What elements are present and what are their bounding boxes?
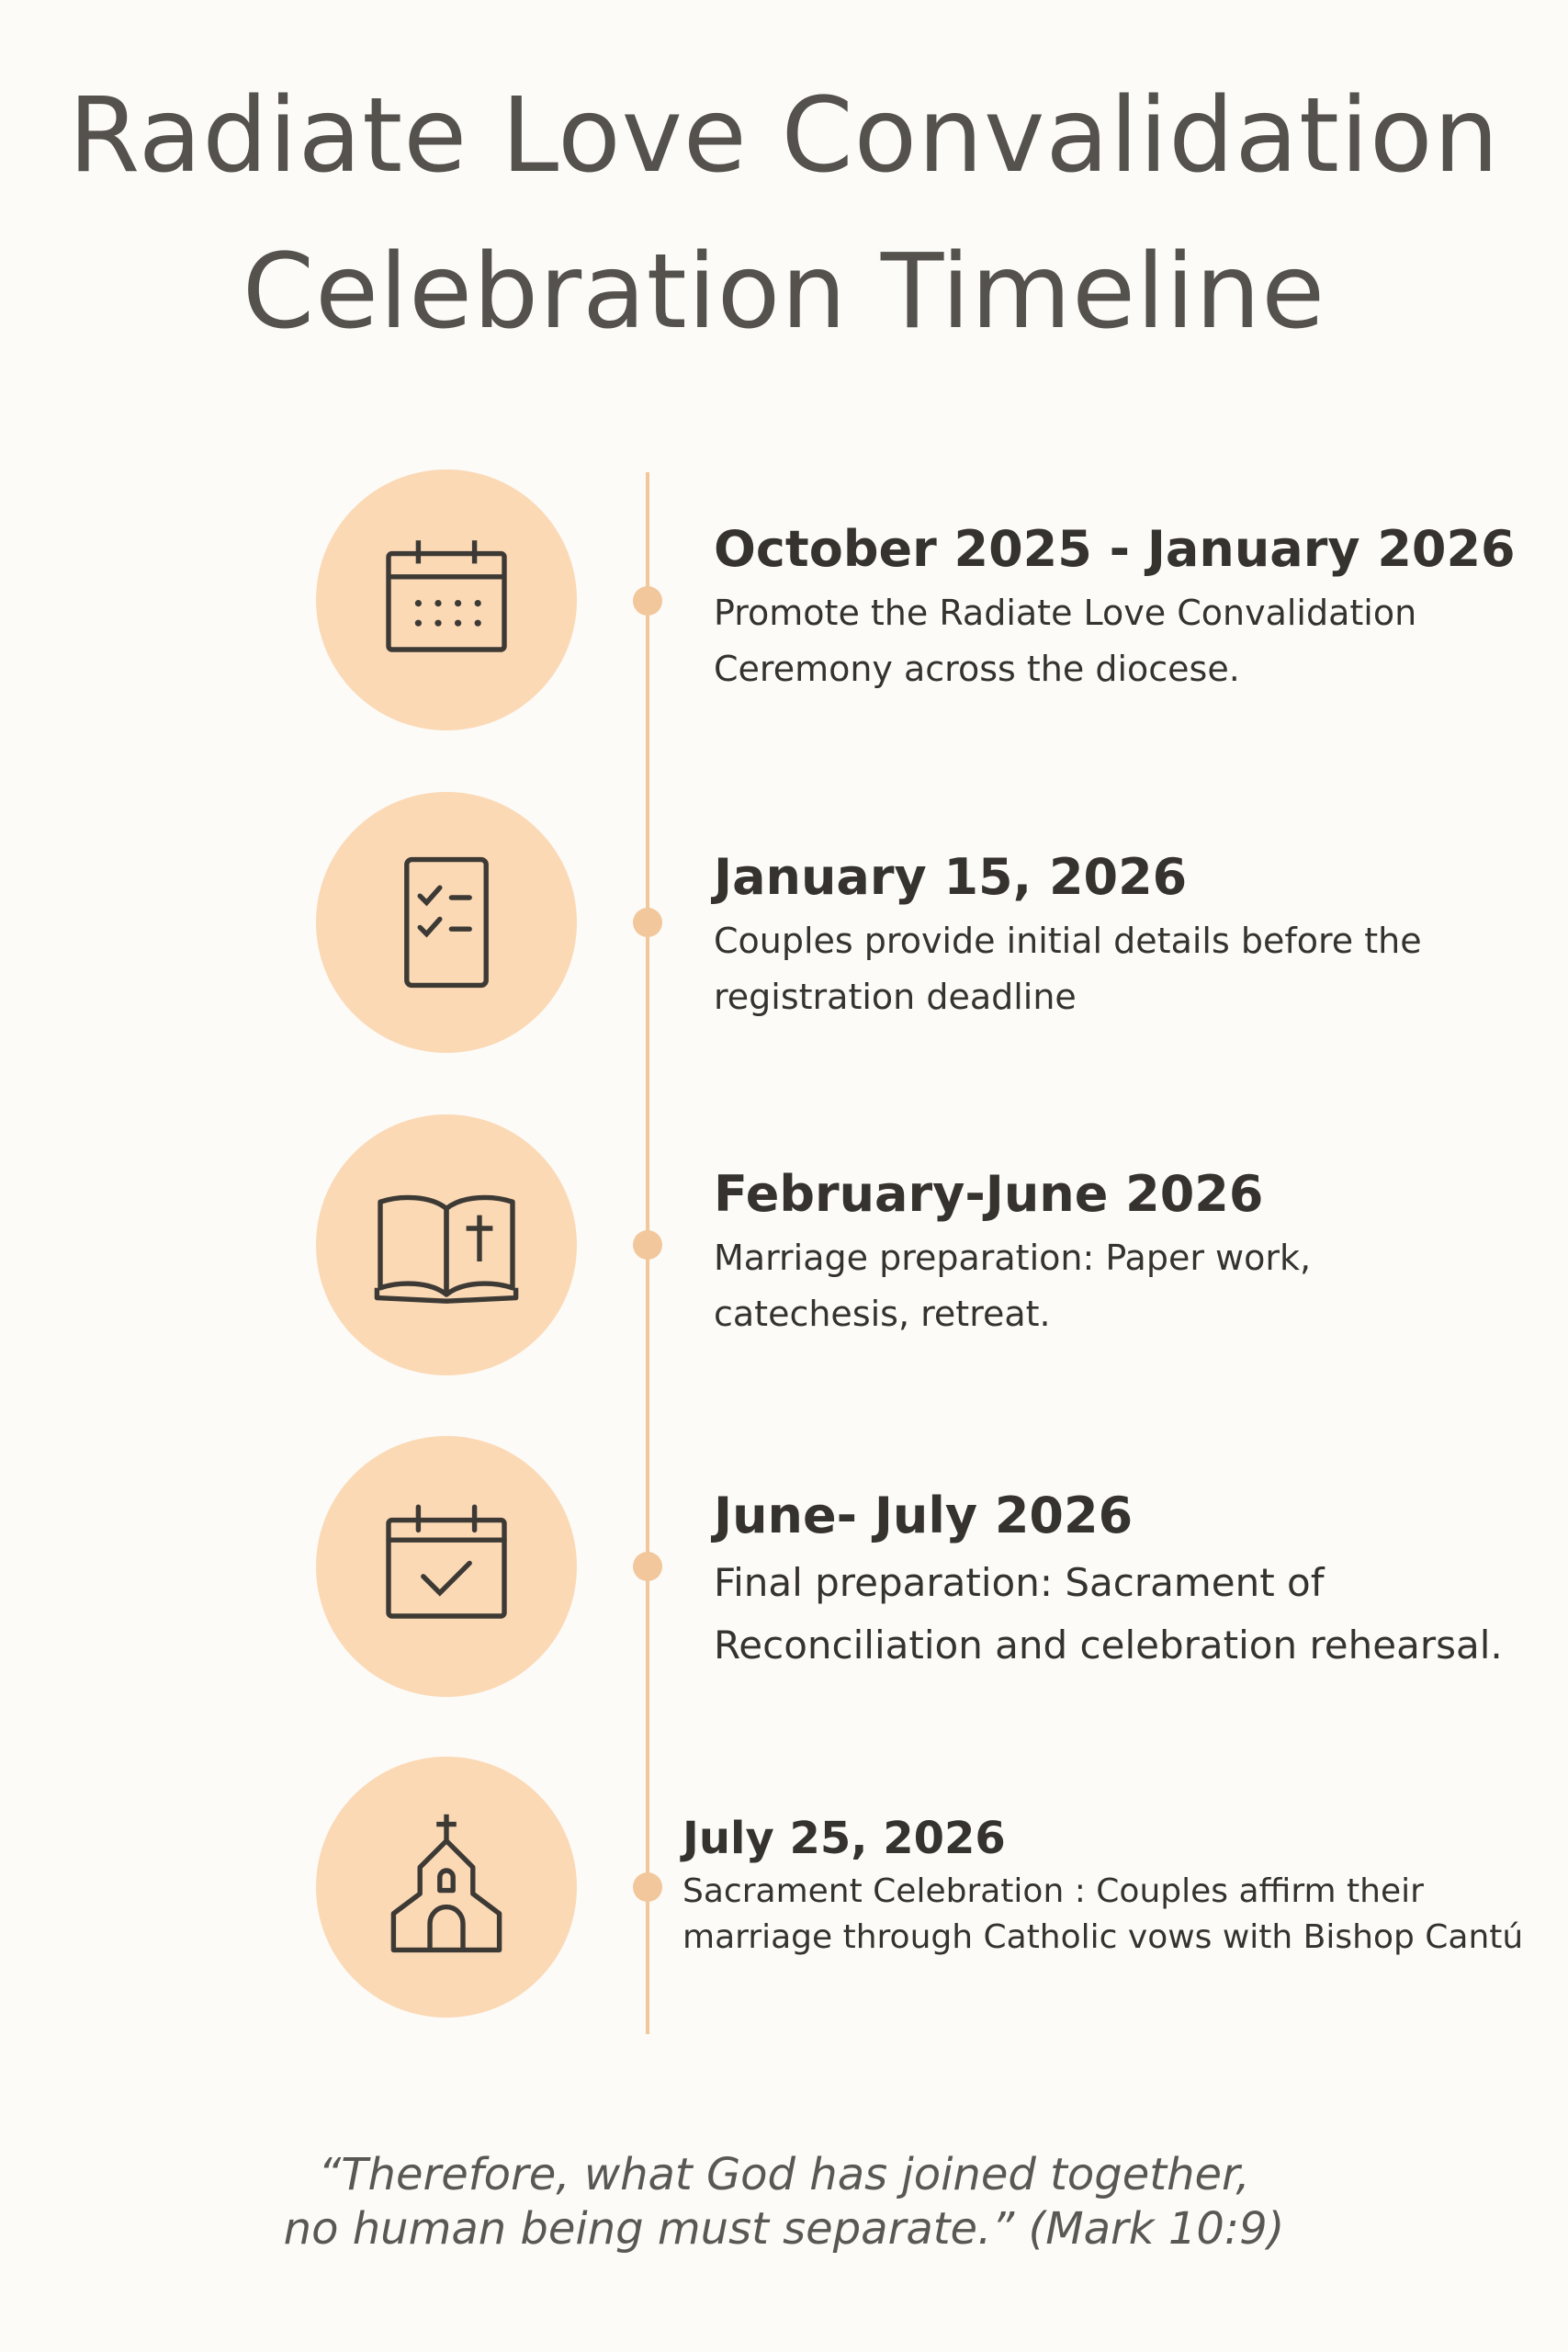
- quote-line2: no human being must separate.” (Mark 10:9): [283, 2202, 1285, 2255]
- scripture-quote: [0, 2148, 1568, 2256]
- timeline-dot: [633, 1552, 662, 1581]
- page-title-line1: Radiate Love Convalidation: [68, 76, 1500, 196]
- timeline-item: [714, 1488, 1540, 1676]
- timeline-item: [714, 522, 1540, 697]
- timeline-dot: [633, 586, 662, 616]
- timeline-dot: [633, 1872, 662, 1902]
- event-description: Marriage preparation: Paper work, catechesis, retreat.: [714, 1238, 1312, 1335]
- event-description: Sacrament Celebration : Couples affirm their marriage through Catholic vows with Bishop Cantú: [682, 1871, 1524, 1957]
- event-date: July 25, 2026: [682, 1813, 1006, 1864]
- event-date: October 2025 - January 2026: [714, 520, 1516, 578]
- timeline-dot: [633, 1230, 662, 1260]
- event-date: June- July 2026: [714, 1487, 1134, 1544]
- timeline-item: [714, 850, 1540, 1025]
- calendar-icon: [316, 469, 577, 730]
- calendar-check-icon: [316, 1436, 577, 1697]
- event-date: January 15, 2026: [714, 848, 1188, 906]
- timeline-item: [682, 1815, 1564, 1962]
- bible-icon: [316, 1114, 577, 1375]
- page-title-line2: Celebration Timeline: [242, 232, 1326, 352]
- timeline-dot: [633, 908, 662, 937]
- event-date: February-June 2026: [714, 1165, 1264, 1223]
- event-description: Couples provide initial details before the registration deadline: [714, 921, 1422, 1018]
- checklist-icon: [316, 792, 577, 1053]
- event-description: Final preparation: Sacrament of Reconciliation and celebration rehearsal.: [714, 1560, 1503, 1668]
- quote-line1: “Therefore, what God has joined together,: [318, 2149, 1250, 2200]
- event-description: Promote the Radiate Love Convalidation Ceremony across the diocese.: [714, 593, 1417, 690]
- church-icon: [316, 1757, 577, 2018]
- timeline-item: [714, 1167, 1540, 1342]
